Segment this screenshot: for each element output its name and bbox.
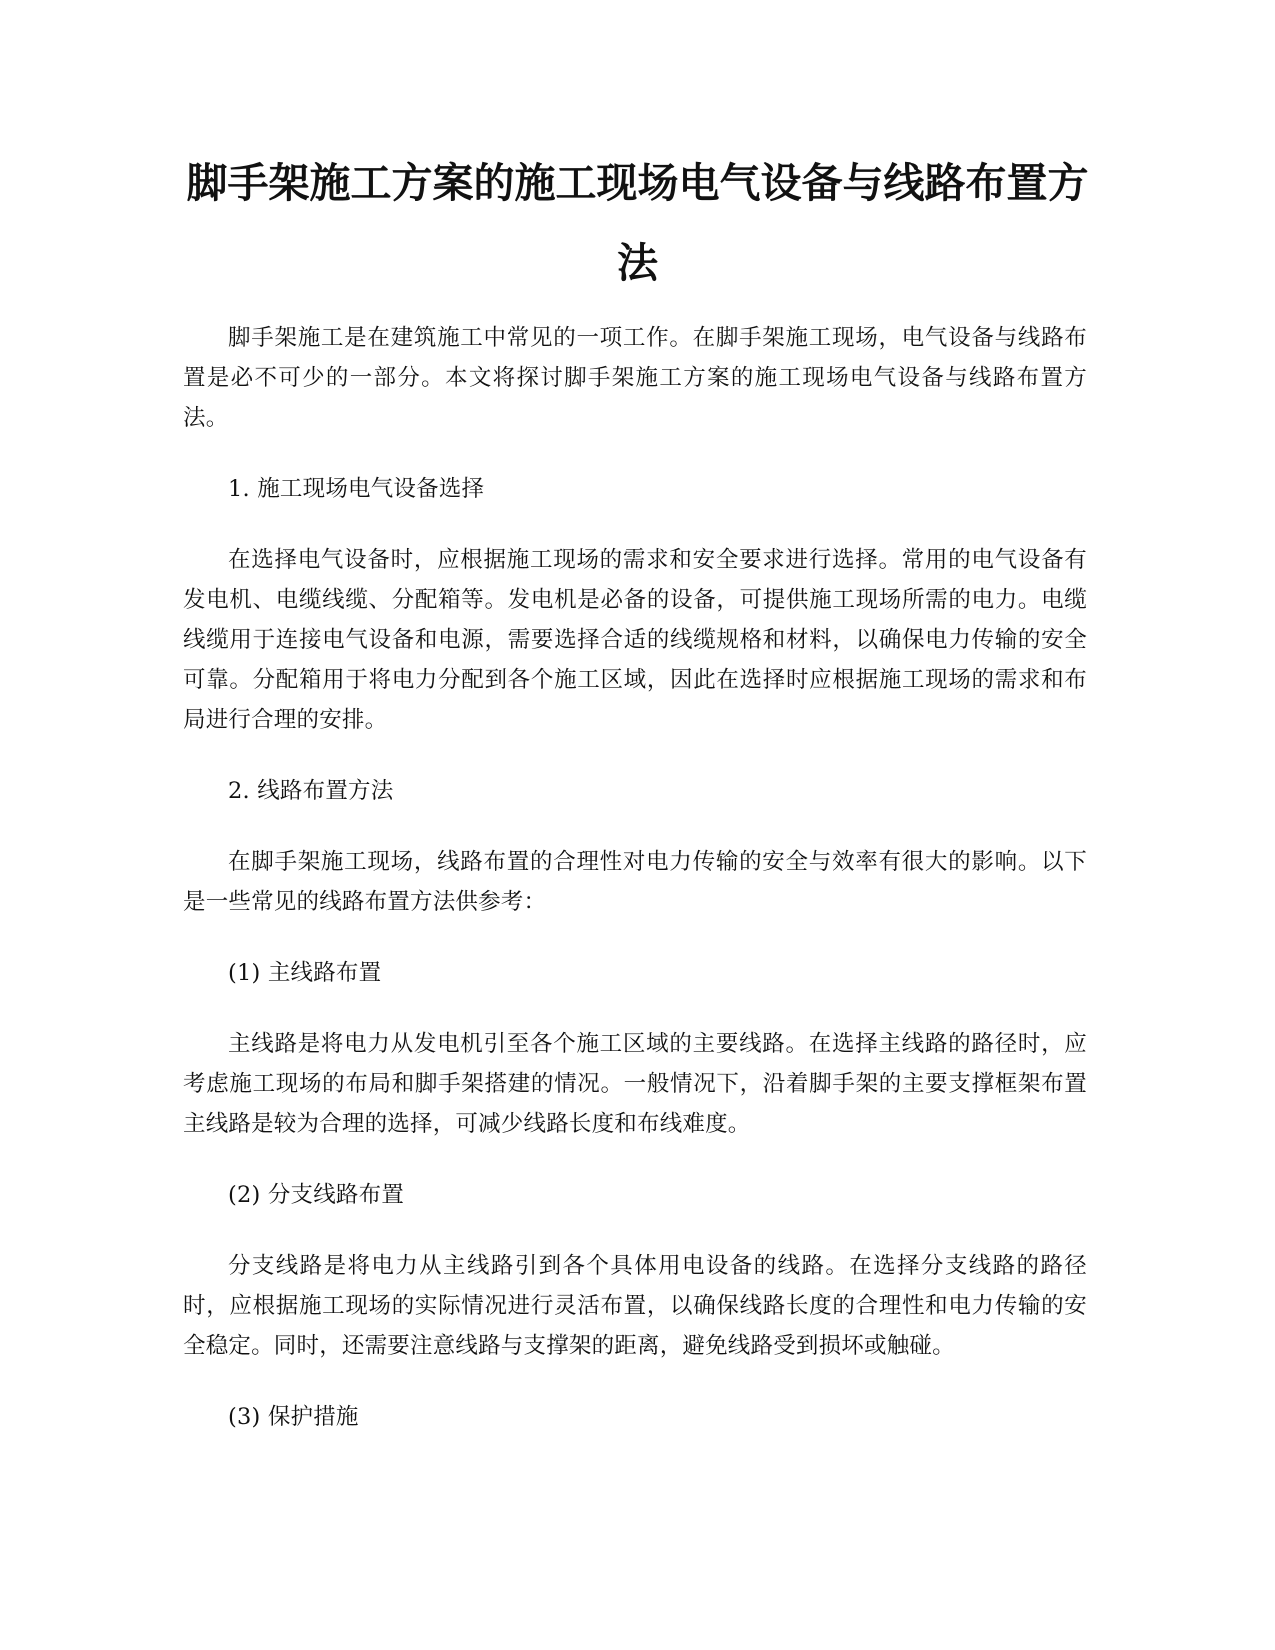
subheading-branch-line: (2) 分支线路布置 bbox=[228, 1182, 405, 1208]
equipment-selection-paragraph: 在选择电气设备时，应根据施工现场的需求和安全要求进行选择。常用的电气设备有发电机、电缆线缆、分配箱等。发电机是必备的设备，可提供施工现场所需的电力。电缆线缆用于连接电气设备和电源，需要选择合适的线缆规格和材料，以确保电力传输的安全可靠。分配箱用于将电力分配到各个施工区域，因此在选择时应根据施工现场的需求和布局进行合理的安排。 bbox=[183, 547, 1087, 733]
branch-line-paragraph: 分支线路是将电力从主线路引到各个具体用电设备的线路。在选择分支线路的路径时，应根据施工现场的实际情况进行灵活布置，以确保线路长度的合理性和电力传输的安全稳定。同时，还需要注意线路与支撑架的距离，避免线路受到损坏或触碰。 bbox=[183, 1253, 1087, 1359]
line-layout-paragraph: 在脚手架施工现场，线路布置的合理性对电力传输的安全与效率有很大的影响。以下是一些常见的线路布置方法供参考： bbox=[183, 849, 1087, 915]
section-heading-line-layout: 2. 线路布置方法 bbox=[228, 778, 394, 804]
section-heading-equipment-selection: 1. 施工现场电气设备选择 bbox=[228, 476, 485, 502]
subheading-protection-measures: (3) 保护措施 bbox=[228, 1404, 359, 1430]
subheading-main-line: (1) 主线路布置 bbox=[228, 960, 382, 986]
document-title: 脚手架施工方案的施工现场电气设备与线路布置方法 bbox=[186, 159, 1089, 287]
main-line-paragraph: 主线路是将电力从发电机引至各个施工区域的主要线路。在选择主线路的路径时，应考虑施工现场的布局和脚手架搭建的情况。一般情况下，沿着脚手架的主要支撑框架布置主线路是较为合理的选择，可减少线路长度和布线难度。 bbox=[183, 1031, 1087, 1137]
document-body bbox=[183, 318, 1087, 1468]
intro-paragraph: 脚手架施工是在建筑施工中常见的一项工作。在脚手架施工现场，电气设备与线路布置是必不可少的一部分。本文将探讨脚手架施工方案的施工现场电气设备与线路布置方法。 bbox=[183, 325, 1087, 431]
